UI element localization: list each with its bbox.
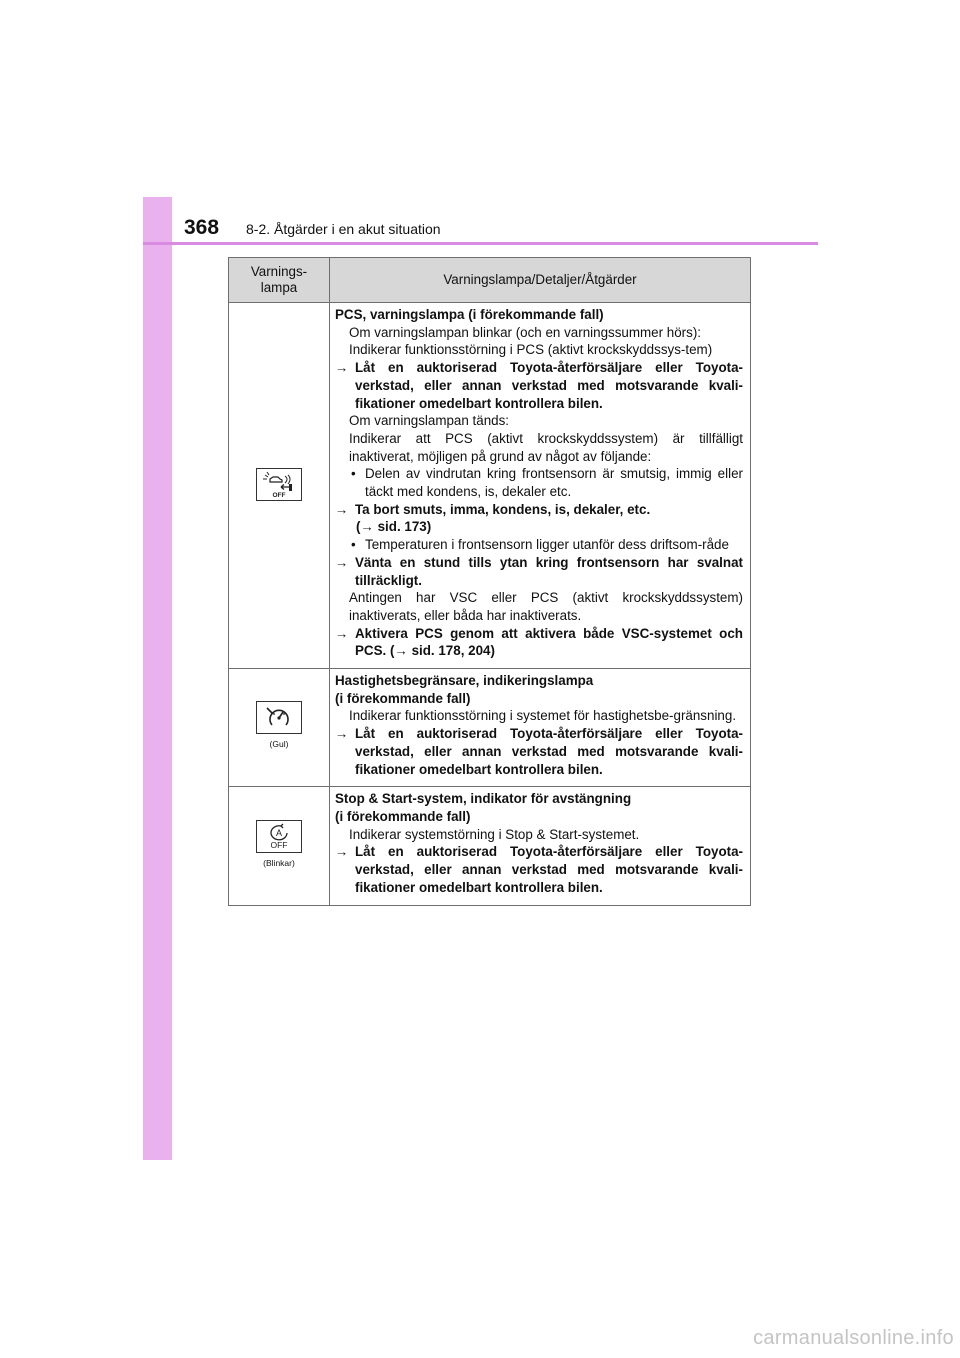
row-title: (i förekommande fall)	[335, 808, 471, 824]
details-cell	[330, 669, 751, 787]
bullet-item	[335, 536, 743, 554]
col-header-details: Varningslampa/Detaljer/Åtgärder	[330, 258, 751, 303]
lamp-caption: (Blinkar)	[263, 857, 295, 868]
text-line: Indikerar funktionsstörning i systemet för hastighetsbe-gränsning.	[349, 708, 737, 724]
table-row	[229, 669, 751, 787]
icon-off-text: OFF	[272, 491, 286, 499]
bullet-text: Delen av vindrutan kring frontsensorn är smutsig, immig eller täckt med kondens, is, dekaler etc.	[365, 466, 743, 500]
page-number: 368	[184, 216, 220, 239]
lamp-cell	[229, 669, 330, 787]
pcs-off-icon	[256, 468, 302, 501]
page-reference: (→ sid. 173)	[356, 519, 432, 535]
speed-limiter-icon	[256, 701, 302, 734]
stop-start-off-icon	[256, 820, 302, 853]
section-title: 8-2. Åtgärder i en akut situation	[246, 221, 441, 237]
arrow-icon: →	[335, 844, 349, 860]
arrow-icon: →	[335, 360, 349, 376]
action-item	[335, 359, 743, 412]
watermark: carmanualsonline.info	[753, 1327, 954, 1349]
action-item	[335, 501, 743, 519]
reference-text: sid. 178, 204)	[411, 643, 495, 659]
action-text: Vänta en stund tills ytan kring frontsensorn har svalnat tillräckligt.	[355, 554, 743, 588]
text-line: Antingen har VSC eller PCS (aktivt krockskyddssystem) inaktiverats, eller båda har inaktiverats.	[349, 590, 743, 623]
lamp-caption: (Gul)	[269, 739, 289, 750]
action-text: Låt en auktoriserad Toyota-återförsäljare eller Toyota-verkstad, eller annan verkstad med motsvarande kvali-fikationer omedelbart kontrollera bilen.	[355, 726, 743, 777]
row-title: (i förekommande fall)	[335, 690, 471, 706]
lamp-cell	[229, 303, 330, 669]
icon-off-text: OFF	[270, 839, 288, 850]
details-cell	[330, 787, 751, 905]
table-header-row	[229, 258, 751, 303]
chapter-tab-sidebar	[143, 197, 172, 1160]
action-item	[335, 725, 743, 778]
bullet-icon: •	[351, 466, 356, 482]
lamp-cell	[229, 787, 330, 905]
warning-lamp-table	[228, 257, 751, 906]
action-item	[335, 554, 743, 589]
action-text: Låt en auktoriserad Toyota-återförsäljare eller Toyota-verkstad, eller annan verkstad med motsvarande kvali-fikationer omedelbart kontrollera bilen.	[355, 360, 743, 411]
arrow-icon: →	[335, 554, 349, 570]
action-text: Låt en auktoriserad Toyota-återförsäljare eller Toyota-verkstad, eller annan verkstad med motsvarande kvali-fikationer omedelbart kontrollera bilen.	[355, 844, 743, 895]
col-header-lamp: Varnings- lampa	[229, 258, 330, 303]
action-text: Aktivera PCS genom att aktivera både VSC-systemet och PCS. (→ sid. 178, 204)	[355, 625, 743, 659]
text-line: Indikerar att PCS (aktivt krockskyddssystem) är tillfälligt inaktiverat, möjligen på grund av något av följande:	[349, 430, 743, 464]
action-item	[335, 625, 743, 660]
bullet-text: Temperaturen i frontsensorn ligger utanför dess driftsom-råde	[365, 537, 729, 553]
arrow-icon: →	[335, 726, 349, 742]
bullet-icon: •	[351, 537, 356, 553]
row-title: Hastighetsbegränsare, indikeringslampa	[335, 673, 594, 689]
header-rule	[143, 242, 818, 245]
arrow-icon: →	[335, 625, 349, 641]
text-line: Indikerar funktionsstörning i PCS (aktivt krockskyddssys-tem)	[349, 342, 713, 358]
action-item	[335, 843, 743, 896]
icon-a-text: A	[275, 827, 283, 838]
arrow-icon: →	[360, 519, 374, 535]
arrow-icon: →	[335, 501, 349, 517]
text-line: Om varningslampan blinkar (och en varningssummer hörs):	[349, 324, 702, 340]
row-title: Stop & Start-system, indikator för avstängning	[335, 791, 632, 807]
arrow-icon: →	[394, 643, 408, 659]
bullet-item	[335, 465, 743, 500]
details-cell	[330, 303, 751, 669]
text-line: Om varningslampan tänds:	[349, 413, 510, 429]
row-title: PCS, varningslampa (i förekommande fall)	[335, 307, 604, 322]
reference-text: sid. 173)	[377, 519, 432, 535]
text-line: Indikerar systemstörning i Stop & Start-systemet.	[349, 826, 640, 842]
table-row	[229, 303, 751, 669]
table-row	[229, 787, 751, 905]
action-text: Ta bort smuts, imma, kondens, is, dekaler, etc.	[355, 501, 651, 517]
